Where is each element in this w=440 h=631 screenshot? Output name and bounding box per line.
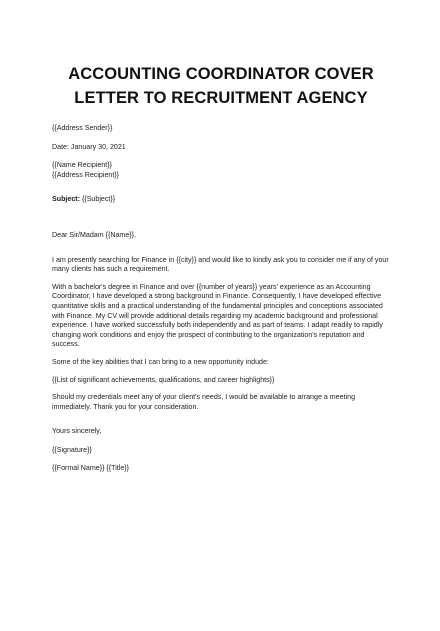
title-line-2: LETTER TO RECRUITMENT AGENCY — [74, 89, 368, 107]
subject-line — [52, 195, 390, 205]
letter-page — [0, 62, 440, 631]
address-sender: {{Address Sender}} — [52, 124, 113, 132]
name-recipient: {{Name Recipient}} — [52, 161, 112, 170]
paragraph-closing: Should my credentials meet any of your client's needs, I would be available to arrange a meeting immediately. Thank you for your consideration. — [52, 393, 356, 411]
salutation: Dear Sir/Madam {{Name}}, — [52, 230, 136, 239]
paragraph-intro: I am presently searching for Finance in {{city}} and would like to kindly ask you to consider me if any of your many clients has such a requirement. — [52, 255, 389, 274]
paragraph-abilities: Some of the key abilities that I can bring to a new opportunity indude: — [52, 357, 269, 366]
closing: Yours sincerely, — [52, 427, 102, 436]
title-line-1: ACCOUNTING COORDINATOR COVER — [68, 65, 374, 83]
letter-body — [52, 124, 390, 474]
letter-date: Date: January 30, 2021 — [52, 142, 126, 151]
subject-label: Subject: — [52, 195, 80, 204]
address-recipient: {{Address Recipient}} — [52, 170, 120, 179]
signature: {{Signature}} — [52, 445, 92, 454]
formal-name: {{Formal Name}} {{Title}} — [52, 464, 130, 473]
subject-value: {{Subject}} — [79, 195, 116, 204]
paragraph-experience: With a bachelor's degree in Finance and over {{number of years}} years' experience as an Accounting Coordinator, I have developed a strong background in Finance. Consequently, I have developed effective quantitative skills and a practical understanding of the fundamental principles and conceptions associated with Finance. My CV will provide additional details regarding my academic background and professional experience. I have worked successfully both independently and as part of teams. I adapt readily to rapidly changing work conditions and enjoy the prospect of contributing to the organization's reputation and success. — [52, 282, 383, 349]
paragraph-achievements: {{List of significant achievements, qualifications, and career highlights}} — [52, 375, 275, 384]
letter-title — [52, 62, 390, 110]
